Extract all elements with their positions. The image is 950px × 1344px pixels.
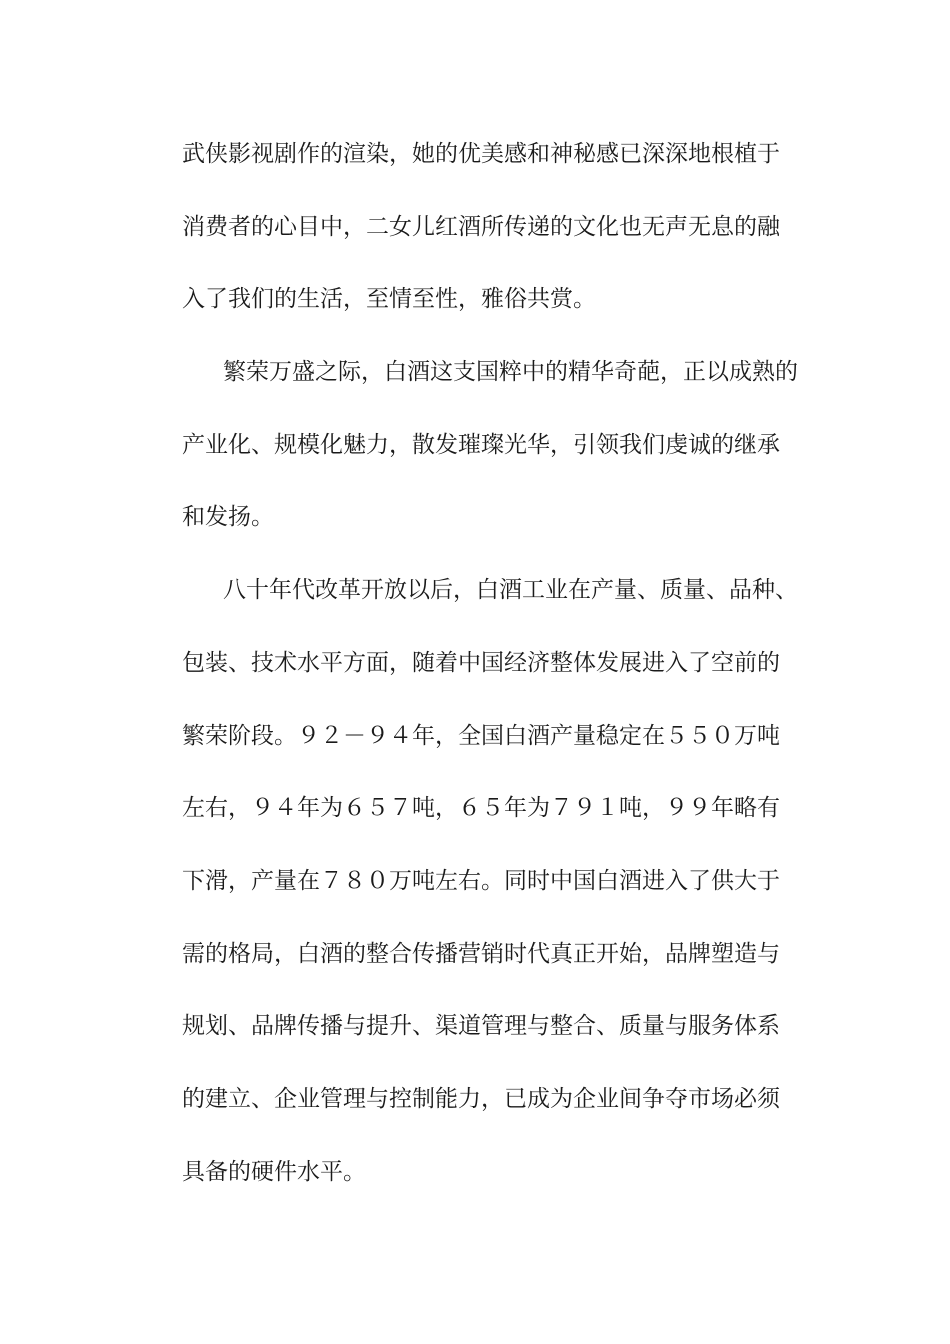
text-line: 具备的硬件水平。 [182, 1158, 366, 1185]
text-line: 繁荣阶段。９２－９４年，全国白酒产量稳定在５５０万吨 [182, 722, 780, 749]
text-line-content: 繁荣万盛之际，白酒这支国粹中的精华奇葩，正以成熟的 [223, 359, 798, 386]
text-line: 产业化、规模化魅力，散发璀璨光华，引领我们虔诚的继承 [182, 431, 780, 458]
text-line: 和发扬。 [182, 504, 274, 531]
text-line-first [182, 554, 822, 627]
text-line: 消费者的心目中，二女儿红酒所传递的文化也无声无息的融 [182, 213, 780, 240]
paragraph-1 [182, 118, 822, 336]
text-line: 需的格局，白酒的整合传播营销时代真正开始，品牌塑造与 [182, 940, 780, 967]
text-line-first [182, 336, 822, 409]
text-line: 包装、技术水平方面，随着中国经济整体发展进入了空前的 [182, 649, 780, 676]
text-line: 武侠影视剧作的渲染，她的优美感和神秘感已深深地根植于 [182, 141, 780, 167]
text-line-content: 八十年代改革开放以后，白酒工业在产量、质量、品种、 [223, 577, 798, 604]
paragraph-2 [182, 336, 822, 554]
text-line: 规划、品牌传播与提升、渠道管理与整合、质量与服务体系 [182, 1013, 780, 1040]
text-line: 左右，９４年为６５７吨，６５年为７９１吨，９９年略有 [182, 795, 780, 822]
body-text [182, 118, 822, 1208]
text-line: 的建立、企业管理与控制能力，已成为企业间争夺市场必须 [182, 1085, 780, 1112]
text-line: 下滑，产量在７８０万吨左右。同时中国白酒进入了供大于 [182, 867, 780, 894]
paragraph-3 [182, 554, 822, 1208]
text-line: 入了我们的生活，至情至性，雅俗共赏。 [182, 286, 596, 313]
